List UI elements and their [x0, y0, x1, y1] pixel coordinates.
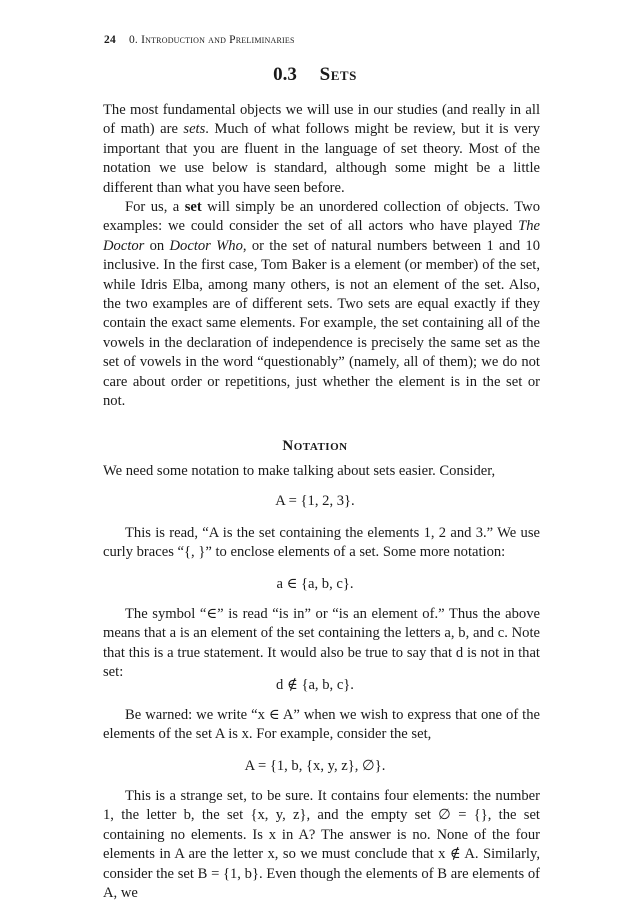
- paragraph-3: We need some notation to make talking about sets easier. Consider,: [103, 463, 496, 479]
- paragraph-4-block: [103, 524, 540, 563]
- paragraph-2: [103, 198, 540, 411]
- equation-2: a ∈ {a, b, c}.: [276, 576, 354, 592]
- p1-text-b: . Much of what follows might be review, but it is very important that you are fluent in the language of set theory. Most of the notation we use below is standard, although some might be a little different than what you have seen before.: [103, 121, 540, 196]
- intro-block: [103, 101, 540, 412]
- paragraph-5: The symbol “∈” is read “is in” or “is an element of.” Thus the above means that a is an element of the set containing the letters a, b, and c. Note that this is a true statement. It would also be true to say that d is not in that set:: [103, 606, 540, 681]
- paragraph-3-block: [103, 462, 540, 481]
- equation-1: A = {1, 2, 3}.: [275, 493, 355, 509]
- paragraph-6: Be warned: we write “x ∈ A” when we wish to express that one of the elements of the set A is x. For example, consider the set,: [103, 707, 540, 743]
- page-number: 24: [104, 34, 116, 46]
- p2-text-b: will simply be an unordered collection of objects. Two examples: we could consider the set of all actors who have played: [103, 199, 540, 235]
- p2-bold: set: [184, 199, 202, 216]
- section-number: 0.3: [273, 64, 297, 85]
- paragraph-1: [103, 101, 540, 198]
- paragraph-4: This is read, “A is the set containing the elements 1, 2 and 3.” We use curly braces “{, }” to enclose elements of a set. Some more notation:: [103, 525, 540, 561]
- paragraph-7: This is a strange set, to be sure. It contains four elements: the number 1, the letter b, the set {x, y, z}, and the empty set ∅ = {}, the set containing no elements. Is x in A? The answer is no. None of the four elements in A are the letter x, so we must conclude that x ∉ A. Similarly, consider the set B = {1, b}. Even though the elements of B are elements of A, we: [103, 788, 540, 902]
- equation-4: A = {1, b, {x, y, z}, ∅}.: [244, 758, 386, 774]
- paragraph-7-block: [103, 787, 540, 903]
- p2-text-d: , or the set of natural numbers between 1 and 10 inclusive. In the first case, Tom Baker is a element (or member) of the set, while Idris Elba, among many others, is not an element of the set. Also, the two examples are of different sets. Two sets are equal exactly if they contain the exact same elements. For example, the set containing all of the vowels in the declaration of independence is precisely the same set as the set of vowels in the word “questionably” (namely, all of them); we do not care about order or repetitions, just whether the element is in the set or not.: [103, 237, 540, 410]
- section-name: Sets: [319, 64, 357, 85]
- p2-text-a: For us, a: [125, 199, 185, 216]
- p2-text-c: on: [144, 237, 170, 254]
- p1-text-a: The most fundamental objects we will use in our studies (and really in all of math) are: [103, 102, 540, 138]
- equation-3: d ∉ {a, b, c}.: [276, 677, 354, 693]
- paragraph-5-block: [103, 605, 540, 683]
- p2-emphasis-1: The Doctor: [103, 218, 540, 254]
- section-title: [0, 64, 630, 86]
- paragraph-6-block: [103, 706, 540, 745]
- running-head: [104, 34, 295, 46]
- chapter-title: 0. Introduction and Preliminaries: [128, 34, 295, 46]
- p2-emphasis-2: Doctor Who: [169, 237, 243, 254]
- notation-heading: Notation: [282, 438, 348, 454]
- p1-emphasis: sets: [183, 121, 206, 138]
